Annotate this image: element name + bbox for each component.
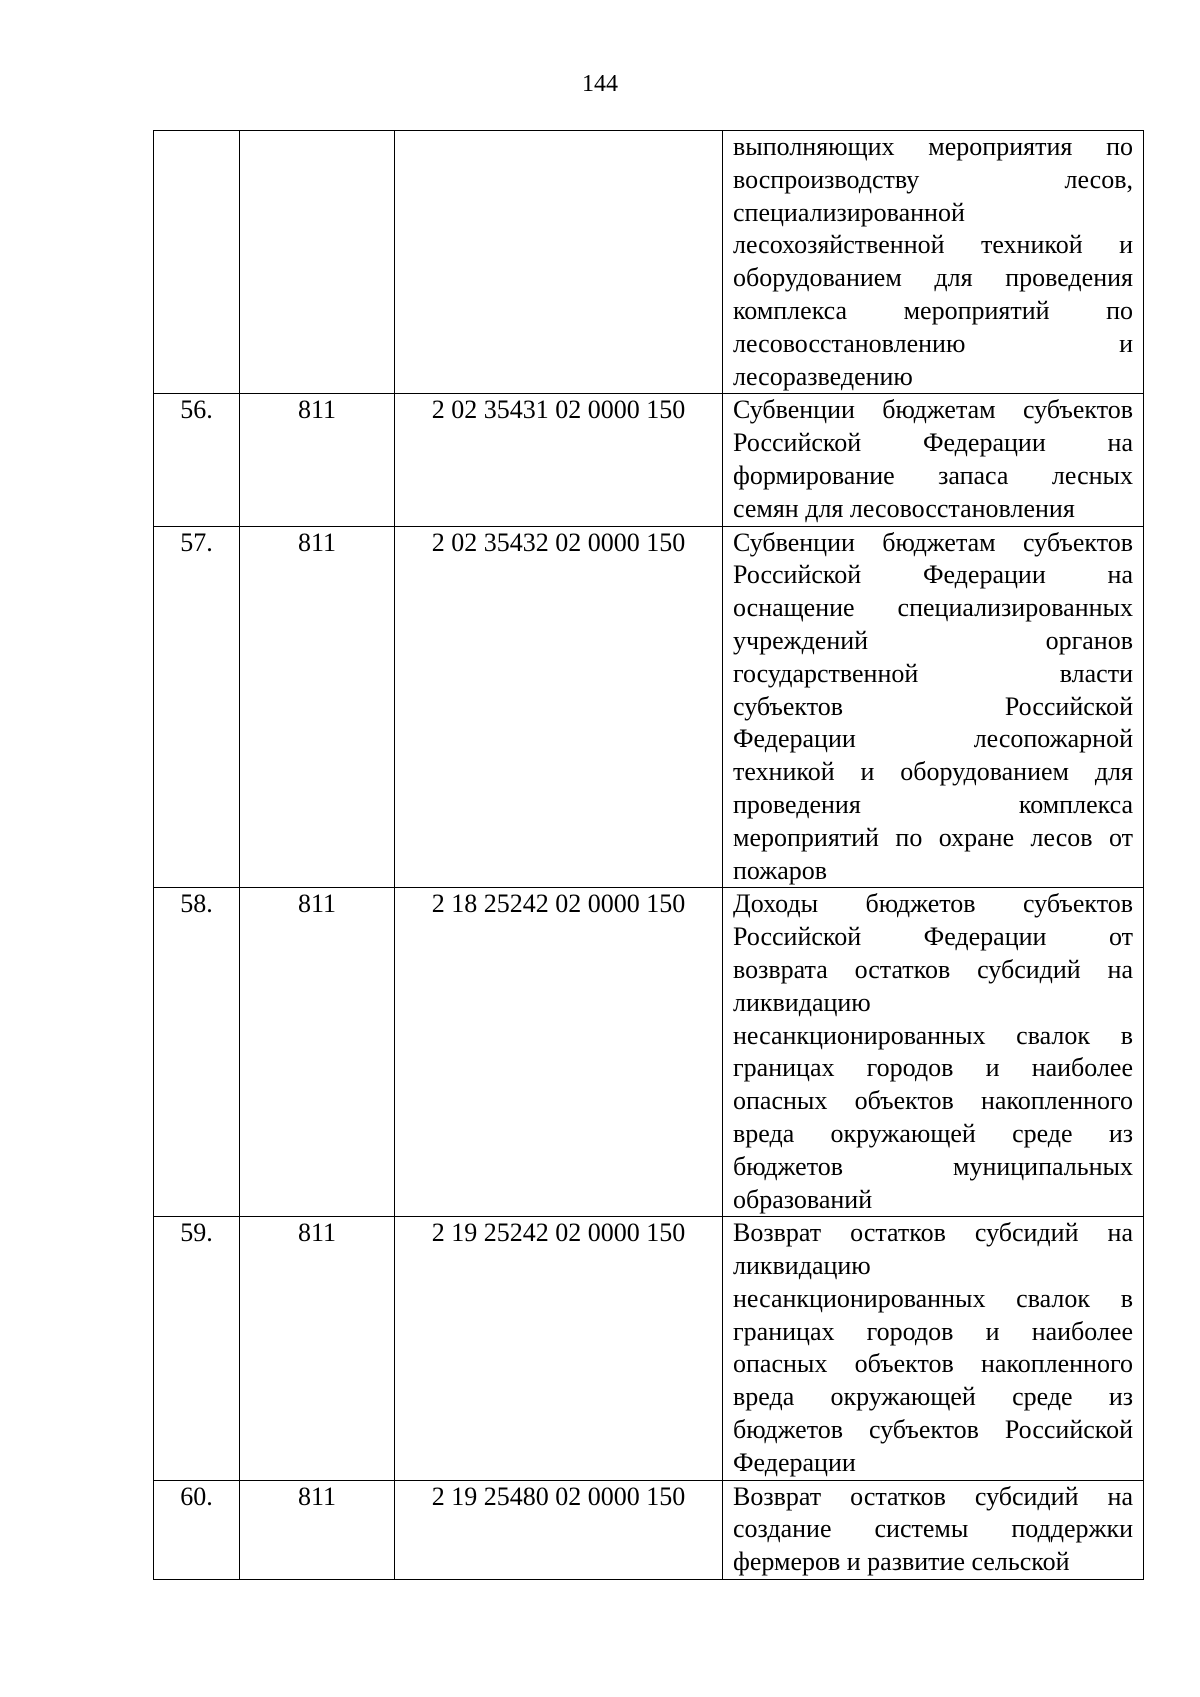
description-line: создание системы поддержки [733,1514,1133,1544]
description-line: Российской Федерации от [733,922,1133,952]
description-line: комплекса мероприятий по [733,295,1133,325]
description-line: оснащение специализированных [733,593,1133,623]
budget-code-cell: 2 02 35431 02 0000 150 [395,394,723,526]
budget-code-cell: 2 02 35432 02 0000 150 [395,526,723,888]
admin-code-cell: 811 [240,394,395,526]
description-line: бюджетов муниципальных [733,1151,1133,1181]
page-number: 144 [582,71,618,97]
description-line: техникой и оборудованием для [733,757,1133,787]
description-line: специализированной [733,197,965,227]
row-number-cell: 57. [154,526,240,888]
row-number-cell: 56. [154,394,240,526]
description-line: пожаров [733,855,828,885]
admin-code-cell: 811 [240,1480,395,1579]
description-line: вреда окружающей среде из [733,1118,1133,1148]
budget-code-cell: 2 19 25242 02 0000 150 [395,1217,723,1480]
description-line: Возврат остатков субсидий на [733,1481,1133,1511]
description-line: Доходы бюджетов субъектов [733,889,1133,919]
description-line: проведения комплекса [733,789,1133,819]
description-line: несанкционированных свалок в [733,1283,1133,1313]
description-line: границах городов и наиболее [733,1053,1133,1083]
description-line: формирование запаса лесных [733,460,1133,490]
row-number-cell: 59. [154,1217,240,1480]
description-line: лесохозяйственной техникой и [733,230,1133,260]
table-row [154,888,1144,1217]
description-line: мероприятий по охране лесов от [733,822,1133,852]
description-line: опасных объектов накопленного [733,1349,1133,1379]
admin-code-cell: 811 [240,526,395,888]
description-line: вреда окружающей среде из [733,1382,1133,1412]
description-line: государственной власти [733,658,1133,688]
budget-code-cell: 2 18 25242 02 0000 150 [395,888,723,1217]
description-cell [723,131,1144,394]
table-body [154,131,1144,1580]
table-row [154,1217,1144,1480]
description-line: Федерации лесопожарной [733,724,1133,754]
description-cell [723,394,1144,526]
table-row [154,394,1144,526]
description-cell [723,526,1144,888]
description-line: опасных объектов накопленного [733,1086,1133,1116]
description-line: воспроизводству лесов, [733,164,1133,194]
admin-code-cell: 811 [240,888,395,1217]
description-line: выполняющих мероприятия по [733,132,1133,161]
description-line: семян для лесовосстановления [733,493,1075,523]
description-line: Субвенции бюджетам субъектов [733,395,1133,425]
admin-code-cell: 811 [240,1217,395,1480]
row-number-cell [154,131,240,394]
table-row [154,1480,1144,1579]
description-line: лесоразведению [733,361,913,391]
description-line: Субвенции бюджетам субъектов [733,527,1133,557]
description-line: образований [733,1184,873,1214]
description-cell [723,1217,1144,1480]
description-cell [723,888,1144,1217]
description-line: Федерации [733,1447,856,1477]
description-line: Возврат остатков субсидий на [733,1218,1133,1248]
description-line: границах городов и наиболее [733,1316,1133,1346]
table-row [154,131,1144,394]
description-line: оборудованием для проведения [733,263,1133,293]
description-line: субъектов Российской [733,691,1133,721]
description-line: ликвидацию [733,1251,871,1281]
description-line: бюджетов субъектов Российской [733,1415,1133,1445]
admin-code-cell [240,131,395,394]
description-line: Российской Федерации на [733,428,1133,458]
description-line: ликвидацию [733,987,871,1017]
row-number-cell: 58. [154,888,240,1217]
row-number-cell: 60. [154,1480,240,1579]
table-row [154,526,1144,888]
description-line: возврата остатков субсидий на [733,954,1133,984]
description-cell [723,1480,1144,1579]
description-line: лесовосстановлению и [733,328,1133,358]
revenue-codes-table [153,130,1144,1580]
budget-code-cell: 2 19 25480 02 0000 150 [395,1480,723,1579]
budget-code-cell [395,131,723,394]
description-line: учреждений органов [733,625,1133,655]
description-line: фермеров и развитие сельской [733,1547,1070,1577]
description-line: Российской Федерации на [733,560,1133,590]
description-line: несанкционированных свалок в [733,1020,1133,1050]
